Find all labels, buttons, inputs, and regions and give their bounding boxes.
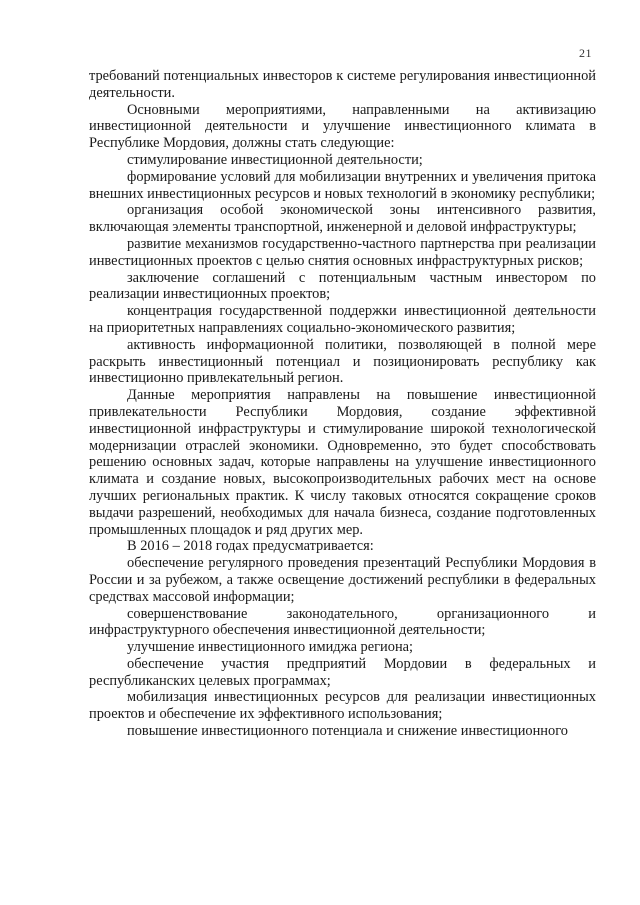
list-item: стимулирование инвестиционной деятельности; <box>127 151 423 168</box>
paragraph: Данные мероприятия направлены на повышение инвестиционной привлекательности Республики Мордовия, создание эффективной инвестиционной инфраструктуры и стимулирование широкой технологической модернизации отраслей экономики. Одновременно, это будет способствовать решению основных задач, которые направлены на улучшение инвестиционного климата и создание новых, высокопроизводительных рабочих мест на основе лучших региональных практик. К числу таковых относятся сокращение сроков выдачи разрешений, необходимых для начала бизнеса, создание подготовленных промышленных площадок и ряд других мер. <box>89 387 596 538</box>
list-item: улучшение инвестиционного имиджа региона; <box>127 639 414 656</box>
list-item: развитие механизмов государственно-частного партнерства при реализации инвестиционных проектов с целью снятия основных инфраструктурных рисков; <box>89 235 596 269</box>
page-number: 21 <box>579 46 592 60</box>
paragraph: требований потенциальных инвесторов к системе регулирования инвестиционной деятельности. <box>89 68 596 101</box>
list-item: организация особой экономической зоны интенсивного развития, включающая элементы транспортной, инженерной и деловой инфраструктуры; <box>89 202 596 236</box>
paragraph: Основными мероприятиями, направленными на активизацию инвестиционной деятельности и улучшение инвестиционного климата в Республике Мордовия, должны стать следующие: <box>89 101 596 152</box>
list-item: формирование условий для мобилизации внутренних и увеличения притока внешних инвестиционных ресурсов и новых технологий в экономику республики; <box>89 168 596 202</box>
list-item: обеспечение регулярного проведения презентаций Республики Мордовия в России и за рубежом, а также освещение достижений республики в федеральных средствах массовой информации; <box>89 555 596 605</box>
list-item: активность информационной политики, позволяющей в полной мере раскрыть инвестиционный потенциал и позиционировать республику как инвестиционно привлекательный регион. <box>89 336 596 387</box>
list-item: обеспечение участия предприятий Мордовии в федеральных и республиканских целевых программах; <box>89 655 596 689</box>
list-item: мобилизация инвестиционных ресурсов для реализации инвестиционных проектов и обеспечение их эффективного использования; <box>89 689 596 723</box>
list-item: заключение соглашений с потенциальным частным инвестором по реализации инвестиционных проектов; <box>89 269 596 303</box>
body-text <box>89 68 596 740</box>
list-item: совершенствование законодательного, организационного и инфраструктурного обеспечения инвестиционной деятельности; <box>89 605 596 639</box>
paragraph: В 2016 – 2018 годах предусматривается: <box>127 538 374 555</box>
list-item: концентрация государственной поддержки инвестиционной деятельности на приоритетных направлениях социально-экономического развития; <box>89 303 596 336</box>
list-item: повышение инвестиционного потенциала и снижение инвестиционного <box>127 723 568 740</box>
